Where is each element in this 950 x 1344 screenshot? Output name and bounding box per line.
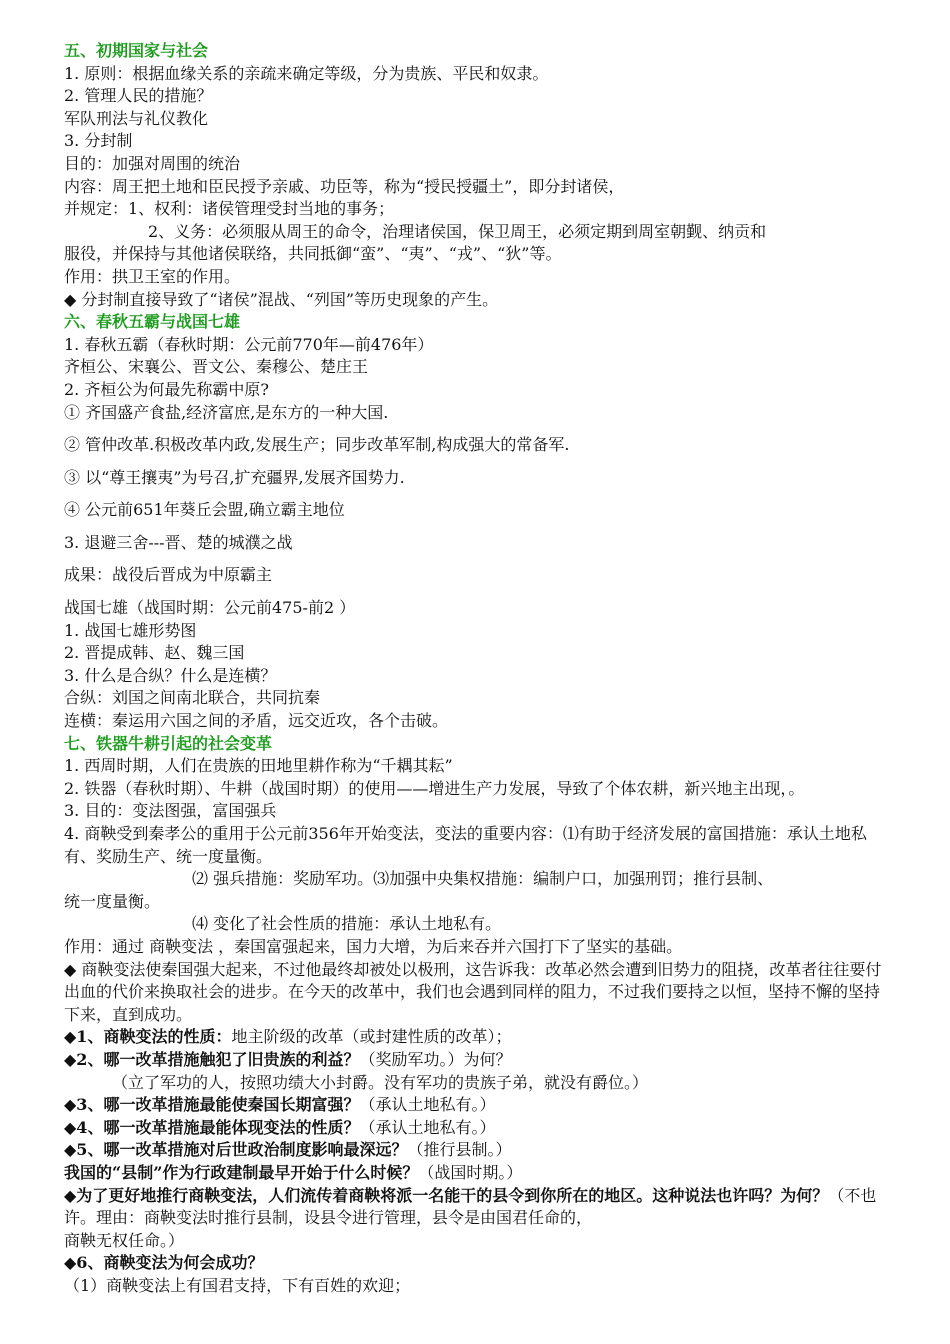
question-text: ◆3、哪一改革措施最能使秦国长期富强？ <box>64 1095 360 1115</box>
section-6-heading: 六、春秋五霸与战国七雄 <box>64 312 241 332</box>
text-line: 并规定：1、权利：诸侯管理受封当地的事务； <box>64 199 395 219</box>
answer-text: （不也许。理由：商鞅变法时推行县制，设县令进行管理，县令是由国君任命的， <box>64 1185 877 1228</box>
bullet-line: ◆ 分封制直接导致了“诸侯”混战、“列国”等历史现象的产生。 <box>64 289 499 309</box>
section-5-heading: 五、初期国家与社会 <box>64 41 209 60</box>
text-line: 军队刑法与礼仪教化 <box>64 108 209 128</box>
text-paragraph: 4. 商鞅受到秦孝公的重用于公元前356年开始变法，变法的重要内容：⑴有助于经济发展的富国措施：承认土地私有、奖励生产、统一度量衡。 <box>64 824 867 866</box>
text-line: 成果：战役后晋成为中原霸主 <box>64 565 273 585</box>
question-text: ◆5、哪一改革措施对后世政治制度影响最深远？ <box>64 1140 408 1160</box>
text-line: 2、义务：必须服从周王的命令，治理诸侯国，保卫周王，必须定期到周室朝觐、纳贡和 <box>148 221 767 241</box>
numbered-item: ③ 以“尊王攘夷”为号召,扩充疆界,发展齐国势力. <box>64 467 405 487</box>
question-line <box>64 1094 894 1117</box>
answer-text: （推行县制。） <box>407 1140 512 1160</box>
text-line: 1. 西周时期，人们在贵族的田地里耕作称为“千耦其耘” <box>64 756 453 776</box>
answer-text: （奖励军功。）为何？ <box>359 1049 512 1069</box>
text-line: 内容：周王把土地和臣民授予亲戚、功臣等，称为“授民授疆土”，即分封诸侯， <box>64 176 625 196</box>
text-line: ⑷ 变化了社会性质的措施：承认土地私有。 <box>192 914 502 934</box>
text-line: 战国七雄（战国时期：公元前475-前2 ） <box>64 598 356 618</box>
text-line: 作用：拱卫王室的作用。 <box>64 266 241 286</box>
answer-text: （战国时期。） <box>418 1162 523 1182</box>
text-line: 1. 春秋五霸（春秋时期：公元前770年—前476年） <box>64 334 434 354</box>
answer-line: （立了军功的人，按照功绩大小封爵。没有军功的贵族子弟，就没有爵位。） <box>112 1072 649 1092</box>
text-line: 作用：通过 商鞅变法 ，秦国富强起来，国力大增，为后来吞并六国打下了坚实的基础。 <box>64 936 683 956</box>
question-text: ◆4、哪一改革措施最能体现变法的性质？ <box>64 1117 360 1137</box>
question-text: ◆1、商鞅变法的性质： <box>64 1027 232 1047</box>
text-line: 连横：秦运用六国之间的矛盾，远交近攻，各个击破。 <box>64 711 449 731</box>
text-line: 3. 分封制 <box>64 131 133 151</box>
text-line: 2. 晋提成韩、赵、魏三国 <box>64 643 245 663</box>
question-text: 我国的“县制”作为行政建制最早开始于什么时候？ <box>64 1162 419 1182</box>
numbered-item: ④ 公元前651年葵丘会盟,确立霸主地位 <box>64 500 345 520</box>
question-line <box>64 1117 894 1140</box>
question-paragraph <box>64 1185 894 1230</box>
text-line: 1. 原则：根据血缘关系的亲疏来确定等级，分为贵族、平民和奴隶。 <box>64 63 549 83</box>
answer-line: 商鞅无权任命。） <box>64 1230 185 1250</box>
question-line <box>64 1049 894 1072</box>
text-line: 服役，并保持与其他诸侯联络，共同抵御“蛮”、“夷”、“戎”、“狄”等。 <box>64 244 562 264</box>
question-text: ◆2、哪一改革措施触犯了旧贵族的利益？ <box>64 1049 360 1069</box>
numbered-item: ① 齐国盛产食盐,经济富庶,是东方的一种大国. <box>64 402 389 422</box>
text-line: 3. 什么是合纵？什么是连横？ <box>64 665 277 685</box>
section-7-heading: 七、铁器牛耕引起的社会变革 <box>64 733 273 753</box>
answer-text: 地主阶级的改革（或封建性质的改革）； <box>231 1027 512 1047</box>
text-line: 3. 目的：变法图强，富国强兵 <box>64 801 277 821</box>
answer-text: （承认土地私有。） <box>359 1117 496 1137</box>
text-line: 2. 管理人民的措施？ <box>64 86 213 106</box>
document-page <box>64 40 894 1297</box>
answer-text: （承认土地私有。） <box>359 1095 496 1115</box>
text-line: 1. 战国七雄形势图 <box>64 620 197 640</box>
text-paragraph: 2. 铁器（春秋时期）、牛耕（战国时期）的使用——增进生产力发展，导致了个体农耕，新兴地主出现，。 <box>64 778 805 798</box>
numbered-item: ② 管仲改革.积极改革内政,发展生产；同步改革军制,构成强大的常备军. <box>64 435 570 455</box>
text-line: 2. 齐桓公为何最先称霸中原? <box>64 379 269 399</box>
text-line: 齐桓公、宋襄公、晋文公、秦穆公、楚庄王 <box>64 357 369 377</box>
text-line: 目的：加强对周围的统治 <box>64 153 241 173</box>
text-line: 3. 退避三舍---晋、楚的城濮之战 <box>64 532 293 552</box>
question-line: ◆6、商鞅变法为何会成功？ <box>64 1253 264 1273</box>
question-line <box>64 1162 894 1185</box>
question-line <box>64 1139 894 1162</box>
text-line: 合纵：刘国之间南北联合，共同抗秦 <box>64 688 321 708</box>
question-text: ◆为了更好地推行商鞅变法，人们流传着商鞅将派一名能干的县令到你所在的地区。这种说法也许吗？为何？ <box>64 1185 829 1205</box>
answer-line: （1）商鞅变法上有国君支持，下有百姓的欢迎； <box>64 1275 411 1295</box>
text-line: ⑵ 强兵措施：奖励军功。⑶加强中央集权措施：编制户口，加强刑罚；推行县制、 <box>192 869 774 889</box>
question-line <box>64 1026 894 1049</box>
text-line: 统一度量衡。 <box>64 891 161 911</box>
bullet-paragraph: ◆ 商鞅变法使秦国强大起来，不过他最终却被处以极刑，这告诉我：改革必然会遭到旧势力的阻挠，改革者往往要付出血的代价来换取社会的进步。在今天的改革中，我们也会遇到同样的阻力，不过我们要持之以恒，坚持不懈的坚持下来，直到成功。 <box>64 959 882 1024</box>
